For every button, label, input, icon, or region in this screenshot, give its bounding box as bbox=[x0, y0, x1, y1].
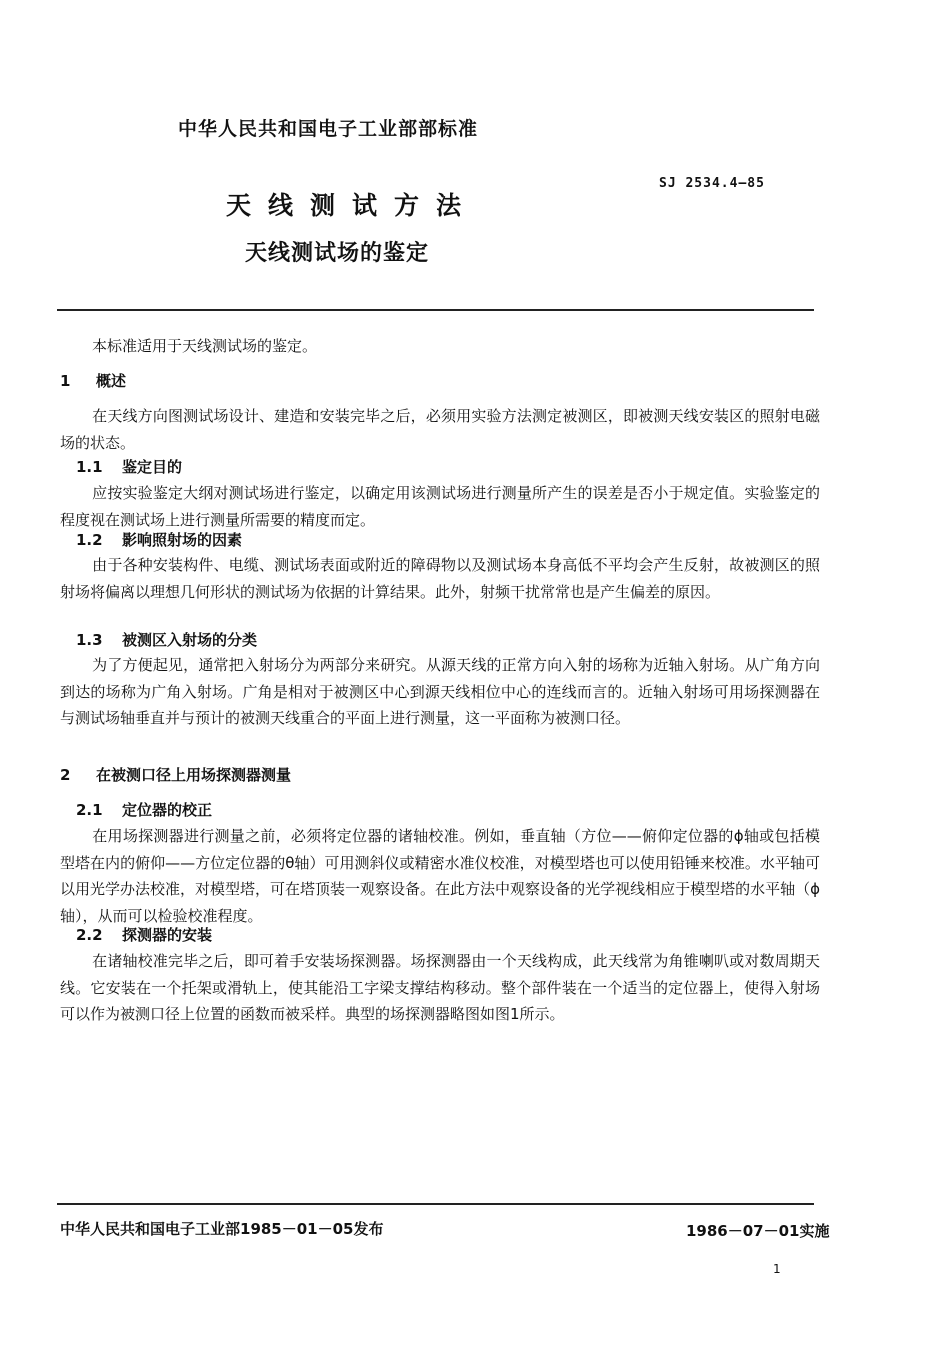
section-2-1-heading: 2.1 定位器的校正 bbox=[76, 801, 213, 819]
section-2-2-body: 在诸轴校准完毕之后，即可着手安装场探测器。场探测器由一个天线构成，此天线常为角锥喇叭或对数周期天线。它安装在一个托架或滑轨上，使其能沿工字梁支撑结构移动。整个部件装在一个适当的定位器上，使得入射场可以作为被测口径上位置的函数而被采样。典型的场探测器略图如图1所示。 bbox=[60, 952, 820, 1023]
standard-code: SJ 2534.4—85 bbox=[659, 176, 765, 191]
document-title: 天线测试方法 bbox=[226, 191, 479, 220]
section-1-2-heading: 1.2 影响照射场的因素 bbox=[76, 531, 243, 549]
page-number: 1 bbox=[773, 1262, 781, 1276]
section-1-1-body: 应按实验鉴定大纲对测试场进行鉴定，以确定用该测试场进行测量所产生的误差是否小于规定值。实验鉴定的程度视在测试场上进行测量所需要的精度而定。 bbox=[60, 484, 820, 529]
section-1-1-heading: 1.1 鉴定目的 bbox=[76, 458, 183, 476]
section-2-2-heading: 2.2 探测器的安装 bbox=[76, 926, 213, 944]
section-1-body: 在天线方向图测试场设计、建造和安装完毕之后，必须用实验方法测定被测区，即被测天线安装区的照射电磁场的状态。 bbox=[60, 407, 820, 452]
implementation-date: 1986－07－01实施 bbox=[686, 1222, 830, 1240]
publication-date: 中华人民共和国电子工业部1985－01－05发布 bbox=[60, 1220, 384, 1238]
section-1-heading: 1 概述 bbox=[60, 372, 127, 390]
footer-divider bbox=[57, 1203, 814, 1205]
intro-paragraph: 本标准适用于天线测试场的鉴定。 bbox=[92, 337, 318, 355]
section-2-heading: 2 在被测口径上用场探测器测量 bbox=[60, 766, 292, 784]
issuing-organization: 中华人民共和国电子工业部部标准 bbox=[178, 118, 479, 140]
section-1-2-body: 由于各种安装构件、电缆、测试场表面或附近的障碍物以及测试场本身高低不平均会产生反射，故被测区的照射场将偏离以理想几何形状的测试场为依据的计算结果。此外，射频干扰常常也是产生偏差的原因。 bbox=[60, 556, 820, 601]
title-divider bbox=[57, 309, 814, 311]
section-1-3-body: 为了方便起见，通常把入射场分为两部分来研究。从源天线的正常方向入射的场称为近轴入射场。从广角方向到达的场称为广角入射场。广角是相对于被测区中心到源天线相位中心的连线而言的。近轴入射场可用场探测器在与测试场轴垂直并与预计的被测天线重合的平面上进行测量，这一平面称为被测口径。 bbox=[60, 656, 820, 727]
document-subtitle: 天线测试场的鉴定 bbox=[245, 241, 430, 266]
section-2-1-body: 在用场探测器进行测量之前，必须将定位器的诸轴校准。例如，垂直轴（方位——俯仰定位器的ϕ轴或包括模型塔在内的俯仰——方位定位器的θ轴）可用测斜仪或精密水准仪校准，对模型塔也可以使用铅锤来校准。水平轴可以用光学办法校准，对模型塔，可在塔顶装一观察设备。在此方法中观察设备的光学视线相应于模型塔的水平轴（ϕ轴），从而可以检验校准程度。 bbox=[60, 827, 820, 925]
section-1-3-heading: 1.3 被测区入射场的分类 bbox=[76, 631, 258, 649]
